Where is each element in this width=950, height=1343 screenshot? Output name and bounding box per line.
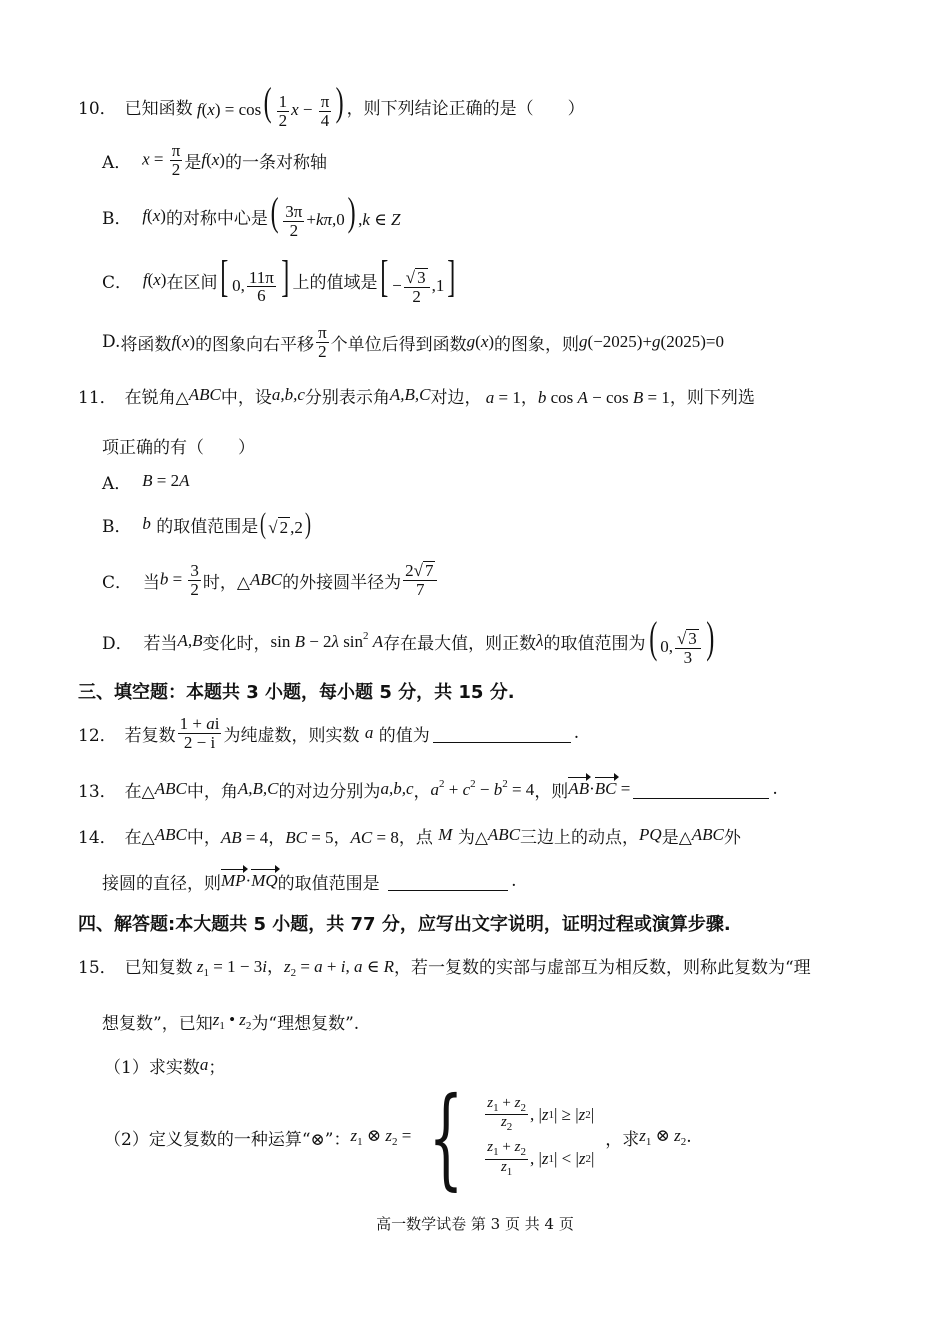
q14: 14． 在△ ABC 中， AB = 4，BC = 5，AC = 8 ，点 M 为△ ABC 三边上的动点， PQ 是△ ABC 外 bbox=[78, 825, 741, 848]
q11-stem-line2: 项正确的有（ ） bbox=[102, 437, 255, 458]
q10-option-a: A． x = $\frac{\pi}{2}$ 是 f(x) 的一条对称轴 bbox=[102, 140, 327, 179]
q15-stem: 15． 已知复数 $z_1 = 1 - 3i$，$z_2 = a + i$, a ∈ R ，若一复数的实部与虚部互为相反数，则称此复数为“理 bbox=[78, 956, 811, 979]
q10-option-b: B． f(x) 的对称中心是 ( $\frac{3\pi}{2}$ +kπ,0) ,k ∈ Z bbox=[102, 189, 401, 240]
q15-stem-line2: 想复数”，已知 $z_1$ • $z_2$ 为“理想复数”. bbox=[102, 1010, 360, 1034]
section-3-heading: 三、填空题：本题共 3 小题，每小题 5 分，共 15 分. bbox=[78, 682, 515, 703]
q11-option-a: A． B = 2A bbox=[102, 471, 190, 494]
q14-line2: 接圆的直径，则 MP·MQ 的取值范围是 . bbox=[102, 871, 517, 894]
q12-answer-blank[interactable] bbox=[433, 724, 571, 743]
q10-stem: 10． 已知函数 f(x) = cos( $\frac{1}{2}$ x − $\frac{\pi}{4}$ ) ，则下列结论正确的是（ ） bbox=[78, 79, 585, 130]
q11-option-c: C． 当 b = $\frac{3}{2}$ 时，△ ABC 的外接圆半径为 $\frac{2√ 7}{7}$ bbox=[102, 554, 439, 606]
q13-answer-blank[interactable] bbox=[633, 780, 769, 799]
q13: 13． 在△ ABC 中，角 A,B,C 的对边分别为 a,b,c ， $a^2 + c^2 - b^2 = 4$ ，则 AB·BC = . bbox=[78, 778, 778, 802]
page-footer: 高一数学试卷 第 3 页 共 4 页 bbox=[376, 1215, 574, 1233]
q15-piecewise: $\frac{z_1 + z_2}{z_2}$ , | z 1 | ≥ | z 2 | $\frac{z_1 + z_2}{z_1}$ , | z 1 | < | z 2 | bbox=[487, 1094, 595, 1178]
q10-option-c: C． f(x) 在区间 [ 0, $\frac{11\pi}{6}$ ] 上的值域是 [ − $\frac{√ 3}{2}$ ,1] bbox=[102, 251, 456, 306]
q11-option-b: B． b 的取值范围是 ( √ 2 ,2) bbox=[102, 507, 311, 540]
q14-answer-blank[interactable] bbox=[388, 872, 508, 891]
q10-number: 10． bbox=[78, 98, 117, 119]
q10-function: f(x) = cos( $\frac{1}{2}$ x − $\frac{\pi}{4}$ ) bbox=[196, 79, 344, 130]
q11-stem: 11． 在锐角△ ABC 中，设 a,b,c 分别表示角 A,B,C 对边， a = 1，b cos A − cos B = 1 ，则下列选 bbox=[78, 385, 755, 408]
q11-option-d: D． 若当 A,B 变化时， sin B − 2λ $\sin^2 A$ 存在最大值，则正数 λ 的取值范围为 ( 0, $\frac{√ 3}{3}$ ) bbox=[102, 612, 715, 667]
q12: 12． 若复数 $\frac{1 + ai}{2 - i}$ 为纯虚数，则实数 a 的值为 . bbox=[78, 713, 580, 752]
q15-part1: （1）求实数 a ； bbox=[104, 1055, 226, 1078]
q10-option-d: D. 将函数 f(x) 的图象向右平移 $\frac{\pi}{2}$ 个单位后得到函数 g(x) 的图象，则 g(−2025)+g(2025)=0 bbox=[102, 322, 724, 361]
section-4-heading: 四、解答题:本大题共 5 小题，共 77 分，应写出文字说明，证明过程或演算步骤. bbox=[78, 914, 731, 935]
q15-part2: （2）定义复数的一种运算“⊗”： $z_1$ ⊗ $z_2$ = { $\frac{z_1 + z_2}{z_2}$ , | z 1 | ≥ | z 2 | $\frac{z_1 + z_2}{z_1}$ , | z 1 | < | z 2 | ，求 $z_1$ ⊗ $z_2$ . bbox=[104, 1073, 692, 1201]
